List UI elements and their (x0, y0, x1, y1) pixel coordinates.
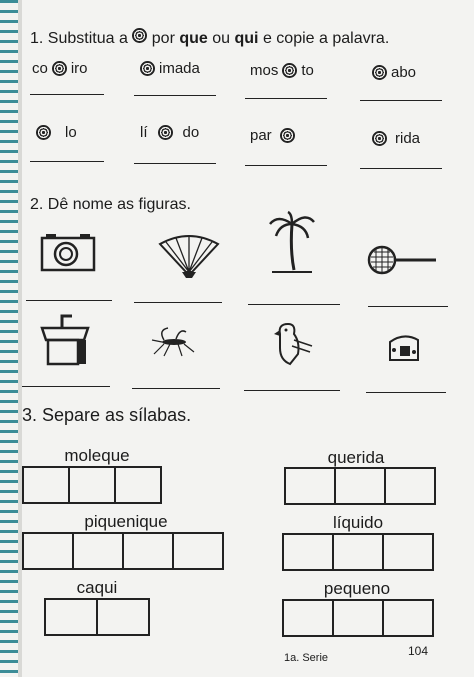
answer-line (244, 390, 340, 391)
spiral-icon (52, 61, 67, 76)
exercise1-text-after: e copie a palavra. (262, 30, 390, 47)
word-suffix: do (182, 124, 200, 141)
syllable-box[interactable] (172, 532, 224, 570)
syllable-boxes-piquenique (24, 532, 224, 570)
syllable-word-piquenique: piquenique (84, 512, 168, 531)
syllable-box[interactable] (114, 466, 162, 504)
exercise2-title: 2. Dê nome as figuras. (30, 196, 191, 213)
spiral-icon (282, 63, 297, 78)
fan-icon (156, 232, 222, 278)
spiral-icon (132, 28, 147, 43)
exercise1-text-por: por (151, 30, 175, 47)
word-item-5 (36, 124, 77, 141)
answer-line (360, 168, 442, 169)
syllable-box[interactable] (382, 533, 434, 571)
syllable-box[interactable] (384, 467, 436, 505)
exercise1-number: 1. (30, 30, 44, 47)
footer-series: 1a. Serie (284, 652, 329, 664)
answer-line (22, 386, 110, 387)
answer-line (30, 94, 104, 95)
word-prefix: lí (140, 124, 148, 141)
spiral-icon (140, 61, 155, 76)
syllable-box[interactable] (96, 598, 150, 636)
exercise1-text-before: Substitua a (47, 30, 128, 47)
answer-line (360, 100, 442, 101)
word-prefix: co (32, 60, 48, 77)
spiral-icon (36, 125, 51, 140)
syllable-box[interactable] (22, 532, 74, 570)
syllable-box[interactable] (22, 466, 70, 504)
syllable-boxes-caqui (46, 598, 150, 636)
answer-line (245, 165, 327, 166)
cheese-icon (386, 330, 422, 366)
word-item-6 (140, 124, 199, 141)
exercise1-qui: qui (234, 30, 259, 47)
spiral-icon (280, 128, 295, 143)
exercise1-que: que (179, 30, 208, 47)
syllable-word-pequeno: pequeno (323, 579, 391, 598)
syllable-box[interactable] (284, 467, 336, 505)
word-suffix: iro (70, 60, 88, 77)
spiral-icon (372, 65, 387, 80)
syllable-box[interactable] (332, 599, 384, 637)
syllable-box[interactable] (72, 532, 124, 570)
syllable-boxes-pequeno (284, 599, 434, 637)
answer-line (134, 95, 216, 96)
word-suffix: rida (395, 130, 421, 147)
syllable-word-caqui: caqui (76, 578, 118, 597)
syllable-box[interactable] (382, 599, 434, 637)
page-edge (18, 0, 22, 677)
word-suffix: to (301, 62, 314, 79)
exercise1-title (30, 28, 389, 48)
word-item-4 (372, 64, 416, 81)
notebook-spiral (0, 0, 18, 677)
word-suffix: lo (65, 124, 77, 141)
mosquito-icon (150, 322, 198, 358)
word-item-3 (250, 62, 314, 79)
spiral-icon (158, 125, 173, 140)
word-suffix: imada (159, 60, 200, 77)
syllable-box[interactable] (334, 467, 386, 505)
word-item-7 (250, 127, 295, 144)
spiral-icon (372, 131, 387, 146)
syllable-boxes-querida (286, 467, 436, 505)
answer-line (26, 300, 112, 301)
exercise3-title: 3. Separe as sílabas. (22, 405, 192, 425)
syllable-box[interactable] (122, 532, 174, 570)
answer-line (134, 302, 222, 303)
syllable-box[interactable] (282, 533, 334, 571)
answer-line (366, 392, 446, 393)
answer-line (368, 306, 448, 307)
page-number: 104 (408, 644, 429, 658)
exercise1-ou: ou (212, 30, 231, 47)
word-prefix: par (250, 127, 272, 144)
word-item-8 (372, 130, 420, 147)
syllable-word-querida: querida (327, 448, 385, 467)
palm-tree-icon (268, 210, 316, 276)
word-prefix: mos (250, 62, 279, 79)
answer-line (248, 304, 340, 305)
syllable-boxes-liquido (284, 533, 434, 571)
answer-line (134, 163, 216, 164)
parrot-icon (270, 320, 316, 366)
syllable-boxes-moleque (24, 466, 162, 504)
answer-line (132, 388, 220, 389)
syllable-box[interactable] (68, 466, 116, 504)
syllable-box[interactable] (282, 599, 334, 637)
answer-line (30, 161, 104, 162)
syllable-word-moleque: moleque (64, 446, 130, 465)
answer-line (245, 98, 327, 99)
racket-icon (366, 244, 438, 276)
syllable-box[interactable] (44, 598, 98, 636)
word-suffix: abo (391, 64, 417, 81)
camera-icon (40, 232, 96, 272)
syllable-box[interactable] (332, 533, 384, 571)
word-item-1 (32, 60, 88, 77)
sink-icon (38, 310, 94, 366)
word-item-2 (140, 60, 200, 77)
syllable-word-liquido: líquido (332, 513, 384, 532)
